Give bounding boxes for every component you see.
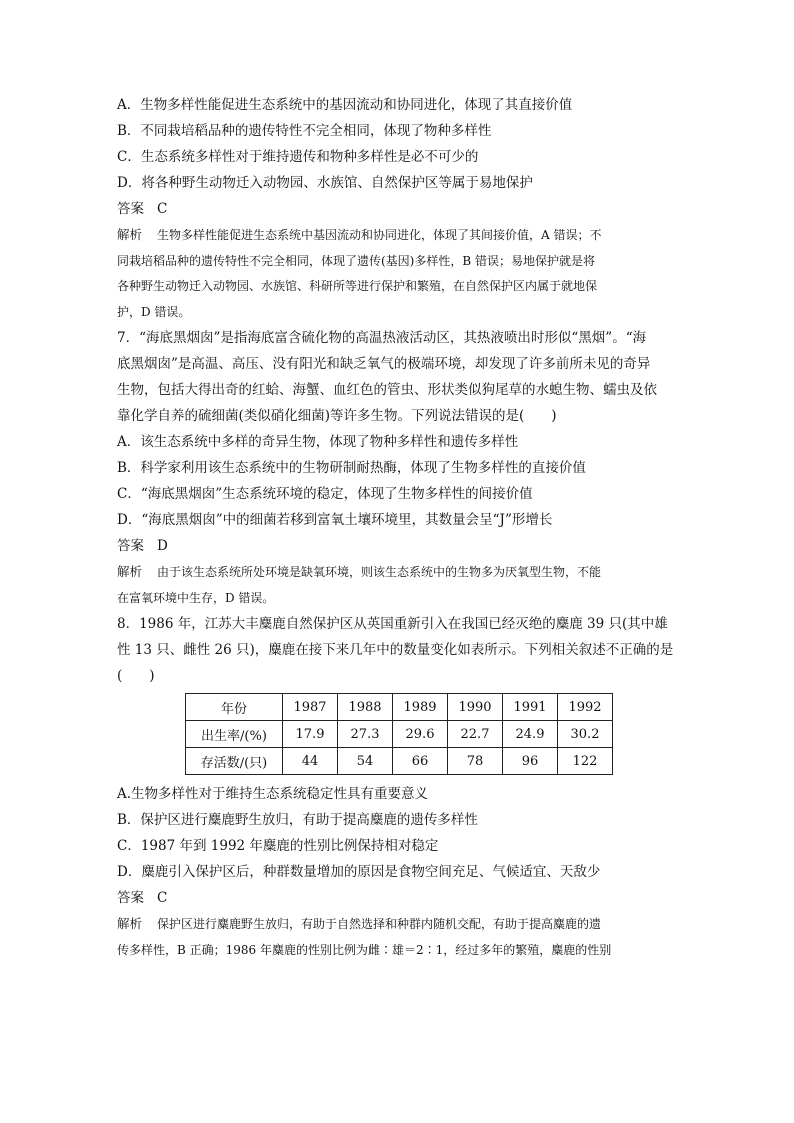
table-year: 1992 (558, 694, 613, 721)
q7-option-b: B．科学家利用该生态系统中的生物研制耐热酶，体现了生物多样性的直接价值 (117, 460, 586, 476)
table-row-label: 出生率/(%) (186, 721, 283, 748)
q6-explanation (117, 222, 680, 325)
table-cell: 44 (283, 748, 338, 775)
q8-explain-label: 解析 (117, 916, 143, 931)
table-cell: 22.7 (448, 721, 503, 748)
q8-explanation (117, 911, 680, 963)
q6-option-a: A．生物多样性能促进生态系统中的基因流动和协同进化，体现了其直接价值 (117, 97, 573, 113)
table-cell: 30.2 (558, 721, 613, 748)
q8-stem (117, 611, 680, 689)
table-cell: 96 (503, 748, 558, 775)
table-row-survivors (186, 748, 613, 775)
table-cell: 54 (338, 748, 393, 775)
q8-option-a: A.生物多样性对于维持生态系统稳定性具有重要意义 (117, 786, 429, 802)
q7-explain-line-1 (117, 559, 680, 586)
table-cell: 17.9 (283, 721, 338, 748)
q7-stem-line-3: 生物，包括大得出奇的红蛤、海蟹、血红色的管虫、形状类似狗尾草的水螅生物、蠕虫及依 (117, 382, 657, 398)
question-8 (117, 611, 680, 963)
q8-stem-line-1: 8．1986 年，江苏大丰麋鹿自然保护区从英国重新引入在我国已经灭绝的麋鹿 39 只(其中雄 (117, 616, 668, 632)
table-cell: 29.6 (393, 721, 448, 748)
q7-stem-line-1: 7．“海底黑烟囱”是指海底富含硫化物的高温热液活动区，其热液喷出时形似“黑烟”。“海 (117, 330, 647, 346)
table-cell: 27.3 (338, 721, 393, 748)
q6-explain-line-1 (117, 222, 680, 249)
table-year: 1991 (503, 694, 558, 721)
q8-stem-line-3: ( ) (117, 668, 155, 684)
q7-stem-line-4: 靠化学自养的硫细菌(类似硝化细菌)等许多生物。下列说法错误的是( ) (117, 408, 557, 424)
table-year: 1990 (448, 694, 503, 721)
q7-answer (117, 533, 680, 559)
q8-explain-line-2: 传多样性，B 正确；1986 年麋鹿的性别比例为雌∶雄＝2∶1，经过多年的繁殖，麋鹿的性别 (117, 942, 612, 957)
q6-option-c: C．生态系统多样性对于维持遗传和物种多样性是必不可少的 (117, 149, 479, 165)
table-row-label: 存活数/(只) (186, 748, 283, 775)
table-year: 1989 (393, 694, 448, 721)
q8-option-d: D．麋鹿引入保护区后，种群数量增加的原因是食物空间充足、气候适宜、天敌少 (117, 864, 601, 880)
q6-explain-text-1: 生物多样性能促进生态系统中基因流动和协同进化，体现了其间接价值，A 错误；不 (157, 228, 602, 242)
q7-explain-label: 解析 (117, 564, 143, 579)
table-cell: 122 (558, 748, 613, 775)
question-6 (117, 92, 680, 325)
q8-answer (117, 885, 680, 911)
document-content (117, 92, 680, 963)
q8-option-c: C．1987 年到 1992 年麋鹿的性别比例保持相对稳定 (117, 838, 439, 854)
deer-population-table (185, 693, 613, 775)
q6-explain-label: 解析 (117, 227, 143, 242)
q8-answer-label: 答案 (117, 890, 144, 906)
q8-answer-value: C (157, 890, 168, 906)
table-cell: 66 (393, 748, 448, 775)
table-cell: 24.9 (503, 721, 558, 748)
q7-stem (117, 325, 680, 429)
table-header-label: 年份 (186, 694, 283, 721)
q7-explain-line-2: 在富氧环境中生存，D 错误。 (117, 590, 275, 605)
q6-option-d: D．将各种野生动物迁入动物园、水族馆、自然保护区等属于易地保护 (117, 175, 533, 191)
q7-option-d: D．“海底黑烟囱”中的细菌若移到富氧土壤环境里，其数量会呈“J”形增长 (117, 512, 553, 528)
q8-explain-line-1 (117, 911, 680, 938)
q6-answer-label: 答案 (117, 201, 144, 217)
q7-option-c: C．“海底黑烟囱”生态系统环境的稳定，体现了生物多样性的间接价值 (117, 486, 533, 502)
q7-explain-text-1: 由于该生态系统所处环境是缺氧环境，则该生态系统中的生物多为厌氧型生物，不能 (157, 565, 602, 579)
q6-explain-line-2: 同栽培稻品种的遗传特性不完全相同，体现了遗传(基因)多样性，B 错误；易地保护就是将 (117, 253, 595, 268)
table-year: 1987 (283, 694, 338, 721)
q7-explanation (117, 559, 680, 611)
table-header-row (186, 694, 613, 721)
q6-option-b: B．不同栽培稻品种的遗传特性不完全相同，体现了物种多样性 (117, 123, 492, 139)
q7-answer-value: D (157, 538, 168, 554)
q7-option-a: A．该生态系统中多样的奇异生物，体现了物种多样性和遗传多样性 (117, 434, 519, 450)
table-row-birth-rate (186, 721, 613, 748)
q6-answer-value: C (157, 201, 168, 217)
q8-stem-line-2: 性 13 只、雌性 26 只)，麋鹿在接下来几年中的数量变化如表所示。下列相关叙述不正确的是 (117, 642, 674, 658)
question-7 (117, 325, 680, 611)
q7-stem-line-2: 底黑烟囱”是高温、高压、没有阳光和缺乏氧气的极端环境，却发现了许多前所未见的奇异 (117, 356, 651, 372)
q6-explain-line-4: 护，D 错误。 (117, 304, 191, 319)
q8-option-b: B．保护区进行麋鹿野生放归，有助于提高麋鹿的遗传多样性 (117, 812, 478, 828)
q6-answer (117, 196, 680, 222)
table-year: 1988 (338, 694, 393, 721)
q6-explain-line-3: 各种野生动物迁入动物园、水族馆、科研所等进行保护和繁殖，在自然保护区内属于就地保 (117, 279, 598, 293)
q7-answer-label: 答案 (117, 538, 144, 554)
q8-explain-text-1: 保护区进行麋鹿野生放归，有助于自然选择和种群内随机交配，有助于提高麋鹿的遗 (157, 917, 602, 931)
table-cell: 78 (448, 748, 503, 775)
